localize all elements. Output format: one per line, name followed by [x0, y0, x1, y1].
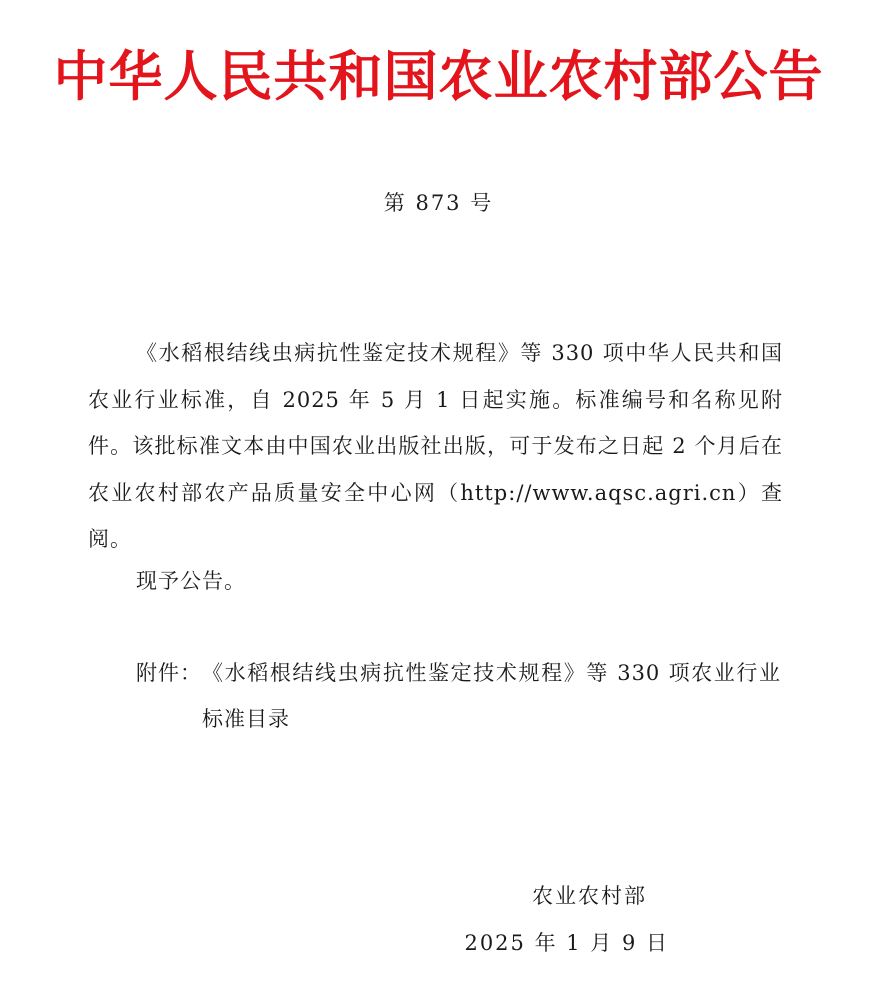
issuing-authority: 农业农村部	[532, 884, 647, 908]
announcement-body: 《水稻根结线虫病抗性鉴定技术规程》等 330 项中华人民共和国农业行业标准，自 2025 年 5 月 1 日起实施。标准编号和名称见附件。该批标准文本由中国农业出版社出版，可于发布之日起 2 个月后在农业农村部农产品质量安全中心网（http://www.aqsc.agri.cn）查阅。	[88, 341, 783, 551]
attachment-label: 附件：	[136, 661, 202, 685]
closing-statement: 现予公告。	[136, 569, 246, 593]
issue-date: 2025 年 1 月 9 日	[464, 931, 669, 955]
attachment-title: 《水稻根结线虫病抗性鉴定技术规程》等 330 项农业行业标准目录	[202, 661, 781, 731]
document-title: 中华人民共和国农业农村部公告	[53, 45, 824, 108]
document-number: 第 873 号	[383, 191, 494, 215]
attachment-section	[136, 650, 781, 742]
